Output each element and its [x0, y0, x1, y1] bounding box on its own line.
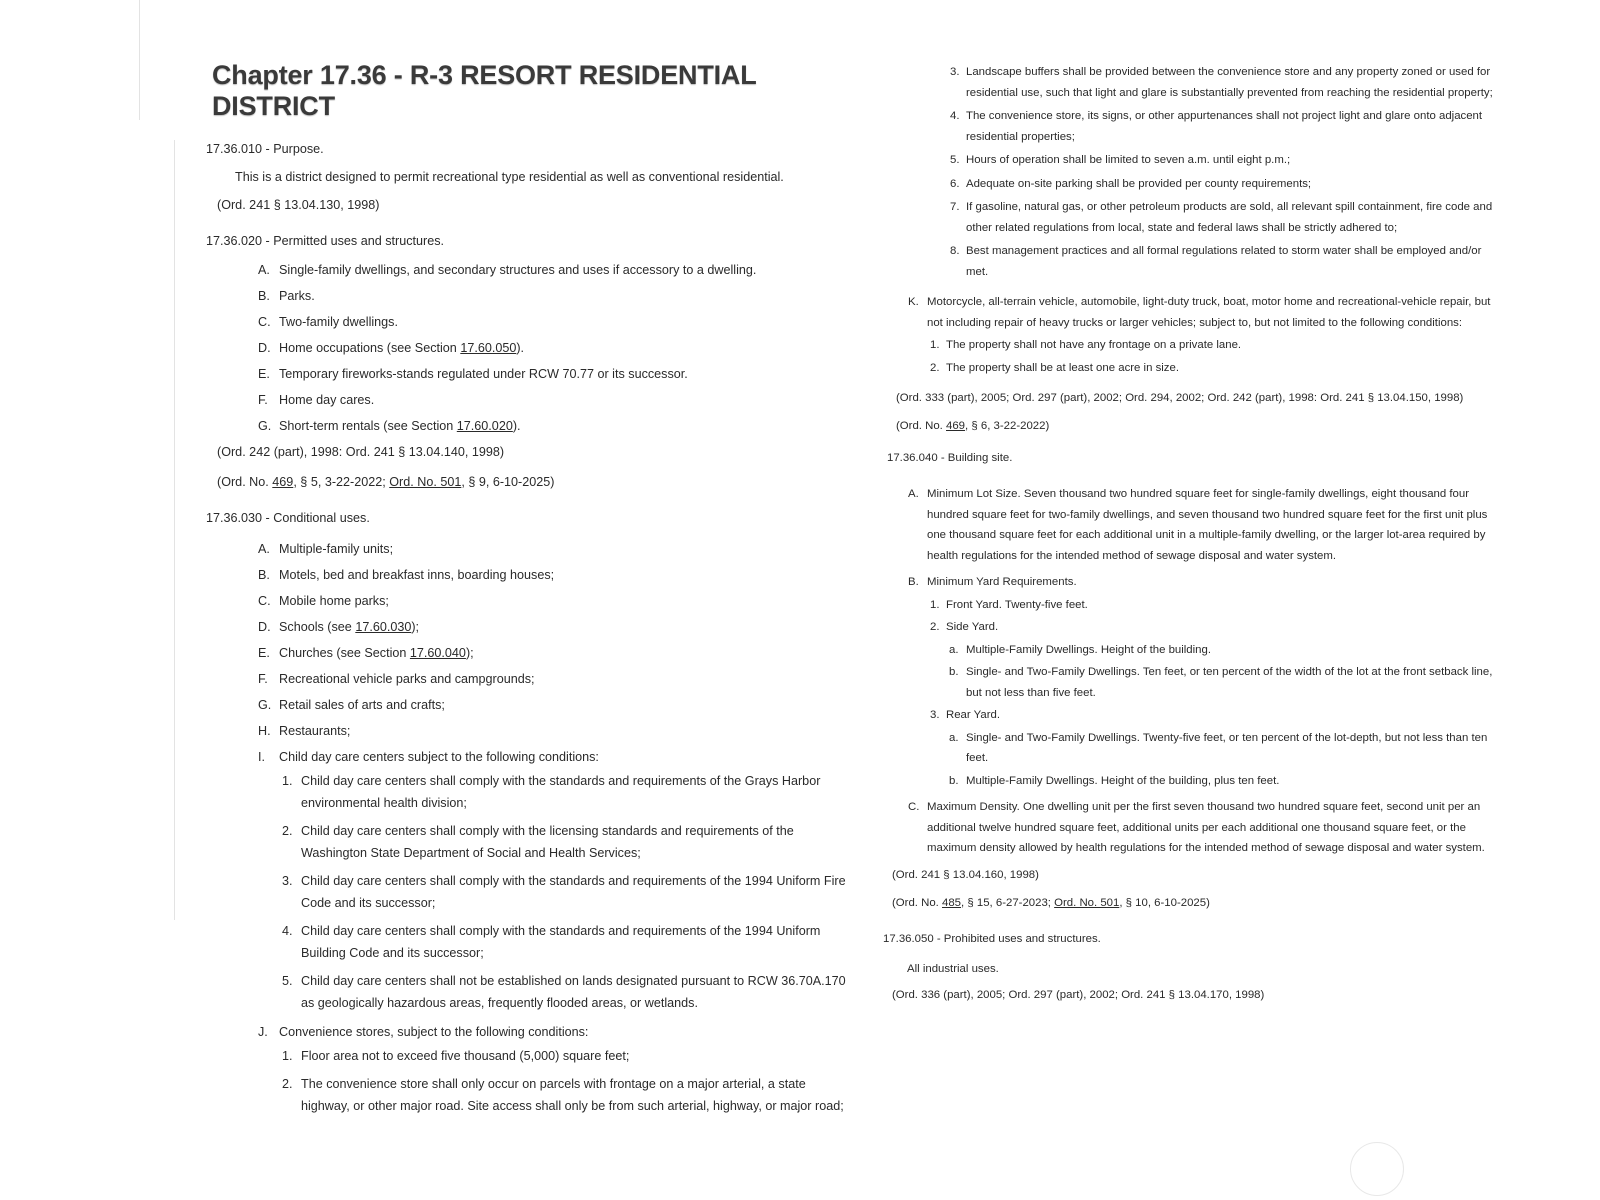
list-item [881, 705, 1500, 791]
list-item [881, 640, 1500, 661]
list-item [881, 358, 1500, 379]
list-text: Multiple-Family Dwellings. Height of the building. [966, 643, 1212, 656]
ordinance-citation: (Ord. 242 (part), 1998: Ord. 241 § 13.04.140, 1998) [217, 445, 505, 459]
section-conditional-uses [206, 511, 846, 1117]
section-heading: 17.36.020 - Permitted uses and structures. [206, 234, 445, 248]
list-item [881, 797, 1500, 859]
permitted-uses-list [206, 262, 846, 435]
list-text: Hours of operation shall be limited to seven a.m. until eight p.m.; [966, 154, 1291, 166]
ordinance-citation: (Ord. 336 (part), 2005; Ord. 297 (part), 2002; Ord. 241 § 13.04.170, 1998) [892, 988, 1265, 1001]
section-heading: 17.36.010 - Purpose. [206, 142, 324, 156]
yard-requirements-list [881, 595, 1500, 792]
list-text: Single- and Two-Family Dwellings. Ten feet, or ten percent of the width of the lot at the front setback line, but not less than five feet. [966, 666, 1493, 699]
conditional-uses-list-continued [881, 292, 1500, 378]
ordinance-citation [896, 420, 1500, 432]
list-item [206, 288, 846, 305]
list-text: Single-family dwellings, and secondary structures and uses if accessory to a dwelling. [279, 263, 757, 277]
list-item [900, 150, 1500, 171]
ordinance-link[interactable]: 469 [946, 420, 966, 432]
section-text: All industrial uses. [907, 962, 999, 975]
list-text: Child day care centers shall comply with the standards and requirements of the 1994 Uniform Building Code and its successor; [301, 924, 821, 960]
section-heading: 17.36.040 - Building site. [887, 452, 1013, 464]
section-purpose [206, 142, 846, 212]
list-label: 2. [930, 621, 940, 633]
list-item [900, 106, 1500, 147]
section-link[interactable]: 17.60.040 [409, 646, 466, 660]
list-label: b. [949, 666, 959, 678]
list-label: C. [258, 594, 271, 608]
list-text: ); [465, 646, 474, 660]
list-text: The property shall not have any frontage on a private lane. [946, 339, 1242, 351]
list-text: Motels, bed and breakfast inns, boarding houses; [279, 568, 555, 582]
list-text: Parks. [279, 289, 315, 303]
list-item [206, 697, 846, 714]
list-label: B. [258, 289, 270, 303]
list-label: B. [258, 568, 270, 582]
list-text: Single- and Two-Family Dwellings. Twenty-five feet, or ten percent of the lot-depth, but not less than ten feet. [966, 731, 1488, 764]
page-edge-line [139, 0, 140, 120]
list-item [206, 1045, 846, 1067]
list-item [881, 484, 1500, 566]
list-label: 4. [282, 924, 293, 938]
childcare-conditions-list [206, 770, 846, 1014]
list-text: Minimum Lot Size. Seven thousand two hundred square feet for single-family dwellings, eight thousand four hundred square feet for two-family dwellings, and seven thousand two hundred square feet for the first unit plus one thousand square feet for each additional unit in a multiple-family dwelling, or the larger lot-area required by health regulations for the intended method of sewage disposal and water system. [927, 488, 1488, 562]
list-text: Schools (see [279, 620, 356, 634]
list-label: a. [949, 731, 959, 744]
ordinance-citation [217, 475, 846, 489]
list-text: Temporary fireworks-stands regulated under RCW 70.77 or its successor. [279, 367, 688, 381]
section-link[interactable]: 17.60.020 [456, 419, 513, 433]
list-label: 8. [950, 245, 960, 257]
section-link[interactable]: 17.60.050 [460, 341, 517, 355]
list-text: Short-term rentals (see Section [279, 419, 457, 433]
list-label: 3. [282, 874, 293, 888]
section-link[interactable]: 17.60.030 [355, 620, 412, 634]
left-column [206, 60, 846, 1139]
list-label: H. [258, 724, 271, 738]
list-text: Side Yard. [946, 621, 999, 633]
list-text: Child day care centers shall comply with the standards and requirements of the Grays Harbor environmental health division; [301, 774, 821, 810]
list-label: D. [258, 341, 271, 355]
list-text: If gasoline, natural gas, or other petroleum products are sold, all relevant spill containment, fire code and other related regulations from local, state and federal laws shall be strictly adhered to; [966, 201, 1493, 234]
section-text: This is a district designed to permit recreational type residential as well as conventional residential. [235, 170, 784, 184]
list-text: Best management practices and all formal regulations related to storm water shall be employed and/or met. [966, 245, 1482, 278]
list-label: 6. [950, 177, 960, 190]
page-edge-line [174, 140, 175, 920]
citation-text: (Ord. No. [217, 475, 273, 489]
list-text: The property shall be at least one acre in size. [946, 361, 1180, 374]
list-text: Child day care centers shall comply with the licensing standards and requirements of the Washington State Department of Social and Health Services; [301, 824, 794, 860]
list-text: Rear Yard. [946, 709, 1001, 721]
ordinance-link[interactable]: Ord. No. 501 [1054, 896, 1120, 909]
list-text: ). [512, 419, 521, 433]
list-label: a. [949, 643, 959, 656]
list-text: Child day care centers subject to the following conditions: [279, 750, 599, 764]
list-item [881, 335, 1500, 356]
list-label: K. [908, 296, 919, 308]
list-item [881, 662, 1500, 703]
ordinance-link[interactable]: Ord. No. 501 [389, 475, 462, 489]
citation-text: , § 6, 3-22-2022) [965, 420, 1050, 432]
convenience-conditions-list [206, 1045, 846, 1117]
list-item [900, 241, 1500, 282]
list-text: Restaurants; [279, 724, 351, 738]
list-item [881, 617, 1500, 703]
list-label: 3. [930, 709, 940, 721]
list-item [206, 392, 846, 409]
repair-conditions-list [881, 335, 1500, 378]
list-item [881, 292, 1500, 378]
list-text: Maximum Density. One dwelling unit per the first seven thousand two hundred square feet, second unit per an additional twelve hundred square feet, additional units per each additional one thousand square feet, or the maximum density allowed by health regulations for the intended method of sewage disposal and water system. [927, 801, 1485, 854]
rear-yard-list [881, 728, 1500, 792]
list-label: 2. [282, 824, 293, 838]
list-item [900, 174, 1500, 195]
list-label: C. [908, 801, 920, 813]
list-label: E. [258, 646, 270, 660]
list-item [881, 771, 1500, 792]
list-item [206, 340, 846, 357]
list-label: 5. [950, 154, 960, 166]
list-label: 5. [282, 974, 293, 988]
list-text: Recreational vehicle parks and campgrounds; [279, 672, 535, 686]
side-yard-list [881, 640, 1500, 704]
list-item [900, 197, 1500, 238]
right-column [883, 62, 1500, 1021]
list-text: Landscape buffers shall be provided between the convenience store and any property zoned or used for residential use, such that light and glare is substantially prevented from reaching the residential property; [966, 66, 1493, 99]
list-label: A. [258, 263, 270, 277]
list-label: G. [258, 419, 272, 433]
section-permitted-uses [206, 234, 846, 489]
list-item [206, 593, 846, 610]
list-text: Churches (see Section [279, 646, 410, 660]
list-text: Child day care centers shall comply with the standards and requirements of the 1994 Uniform Fire Code and its successor; [301, 874, 846, 910]
list-item [206, 870, 846, 914]
list-text: Two-family dwellings. [279, 315, 398, 329]
ordinance-citation: (Ord. 333 (part), 2005; Ord. 297 (part), 2002; Ord. 294, 2002; Ord. 242 (part), 1998: Ord. 241 § 13.04.150, 1998) [896, 392, 1464, 404]
section-heading: 17.36.050 - Prohibited uses and structures. [883, 932, 1101, 945]
list-label: 2. [282, 1077, 293, 1091]
list-label: 1. [930, 598, 940, 611]
list-text: The convenience store shall only occur on parcels with frontage on a major arterial, a state highway, or other major road. Site access shall only be from such arterial, highway, or major road; [301, 1077, 844, 1113]
list-text: Adequate on-site parking shall be provided per county requirements; [966, 177, 1312, 190]
list-label: F. [258, 393, 268, 407]
list-item [881, 595, 1500, 616]
list-item [206, 418, 846, 435]
convenience-conditions-continued [900, 62, 1500, 282]
list-label: 1. [930, 339, 940, 351]
list-item [206, 770, 846, 814]
citation-text: , § 10, 6-10-2025) [1119, 896, 1210, 909]
scroll-indicator [1350, 1142, 1404, 1196]
citation-text: , § 9, 6-10-2025) [461, 475, 555, 489]
list-label: E. [258, 367, 270, 381]
page-title: Chapter 17.36 - R-3 RESORT RESIDENTIAL DISTRICT [212, 60, 757, 121]
list-text: The convenience store, its signs, or other appurtenances shall not project light and glare onto adjacent residential properties; [966, 110, 1483, 143]
building-site-list [881, 484, 1500, 859]
list-text: Front Yard. Twenty-five feet. [946, 598, 1088, 611]
list-item [206, 366, 846, 383]
list-label: 2. [930, 361, 940, 374]
list-item [206, 567, 846, 584]
ordinance-citation [892, 897, 1500, 909]
conditional-uses-list [206, 541, 846, 1117]
list-label: 4. [950, 110, 960, 122]
list-text: Convenience stores, subject to the following conditions: [279, 1025, 589, 1039]
list-label: D. [258, 620, 271, 634]
list-item [206, 749, 846, 1014]
list-text: Home occupations (see Section [279, 341, 461, 355]
list-item [206, 920, 846, 964]
list-item [206, 820, 846, 864]
list-label: G. [258, 698, 272, 712]
list-text: Mobile home parks; [279, 594, 389, 608]
list-item [881, 572, 1500, 791]
list-label: J. [258, 1025, 268, 1039]
list-label: F. [258, 672, 268, 686]
list-text: Minimum Yard Requirements. [927, 576, 1077, 588]
list-text: Multiple-family units; [279, 542, 394, 556]
section-heading: 17.36.030 - Conditional uses. [206, 511, 370, 525]
list-label: A. [908, 488, 919, 500]
citation-text: , § 5, 3-22-2022; [293, 475, 390, 489]
list-label: C. [258, 315, 271, 329]
ordinance-citation: (Ord. 241 § 13.04.160, 1998) [892, 868, 1039, 881]
list-label: 3. [950, 66, 960, 78]
list-text: Floor area not to exceed five thousand (5,000) square feet; [301, 1049, 630, 1063]
list-item [206, 262, 846, 279]
list-item [206, 1073, 846, 1117]
section-building-site [887, 452, 1500, 909]
list-item [206, 541, 846, 558]
list-text: Child day care centers shall not be established on lands designated pursuant to RCW 36.70A.170 as geologically hazardous areas, frequently flooded areas, or wetlands. [301, 974, 846, 1010]
list-text: Home day cares. [279, 393, 375, 407]
list-item [206, 723, 846, 740]
list-label: 1. [282, 774, 293, 788]
list-label: 1. [282, 1049, 293, 1063]
list-item [206, 314, 846, 331]
list-text: Multiple-Family Dwellings. Height of the building, plus ten feet. [966, 774, 1280, 787]
citation-text: (Ord. No. [896, 420, 947, 432]
list-label: A. [258, 542, 270, 556]
list-label: I. [258, 750, 265, 764]
ordinance-link[interactable]: 469 [272, 475, 294, 489]
list-text: Retail sales of arts and crafts; [279, 698, 445, 712]
list-item [881, 728, 1500, 769]
list-text: ). [516, 341, 525, 355]
list-label: b. [949, 774, 959, 787]
list-label: 7. [950, 201, 960, 213]
section-prohibited-uses [883, 932, 1500, 1001]
list-item [206, 671, 846, 688]
list-label: B. [908, 576, 919, 588]
ordinance-link[interactable]: 485 [942, 896, 962, 909]
citation-text: (Ord. No. [892, 896, 943, 909]
list-item [900, 62, 1500, 103]
list-item [206, 1024, 846, 1117]
citation-text: , § 15, 6-27-2023; [961, 896, 1055, 909]
list-item [206, 619, 846, 636]
list-text: Motorcycle, all-terrain vehicle, automobile, light-duty truck, boat, motor home and recreational-vehicle repair, but not including repair of heavy trucks or larger vehicles; subject to, but not limited to the following conditions: [927, 296, 1491, 329]
list-item [206, 645, 846, 662]
list-text: ); [411, 620, 420, 634]
list-item [206, 970, 846, 1014]
ordinance-citation: (Ord. 241 § 13.04.130, 1998) [217, 198, 380, 212]
